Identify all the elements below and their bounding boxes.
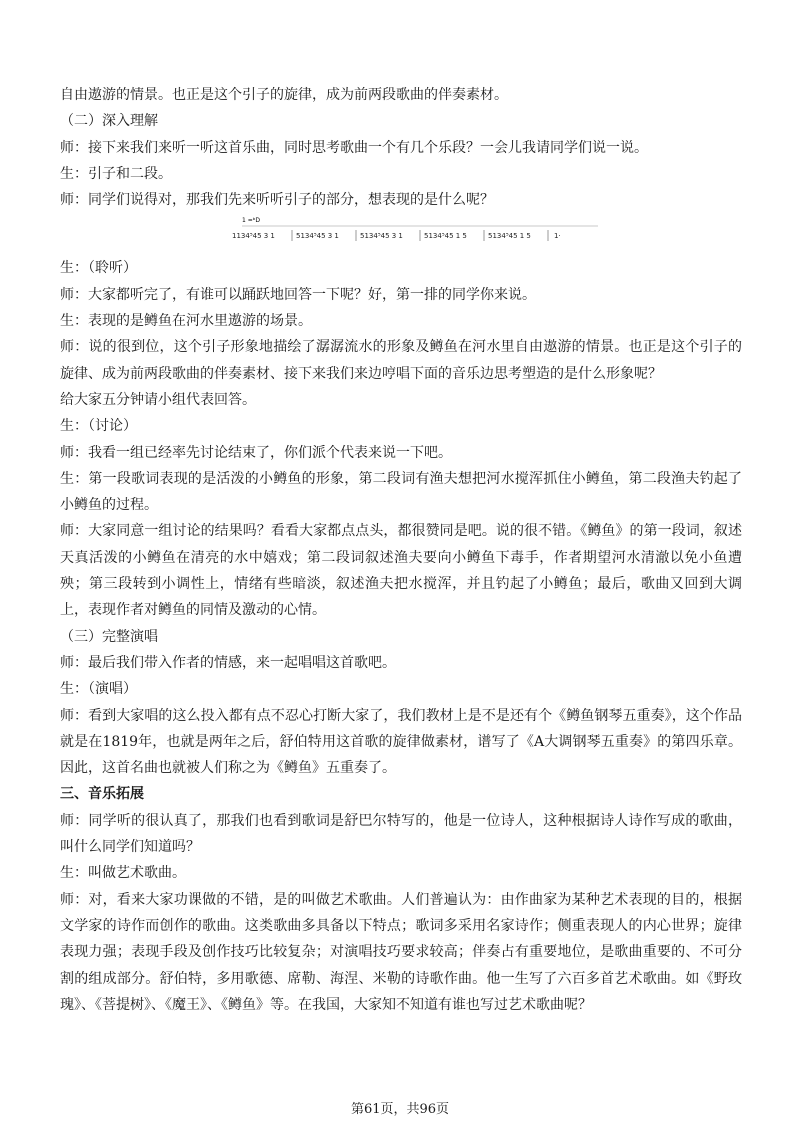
paragraph: 生：（聆听）	[60, 260, 137, 277]
score-measure: 5134⁵45 1 5	[488, 232, 531, 241]
music-score	[60, 213, 742, 255]
score-key: 1 =ᵇD	[242, 217, 260, 225]
score-measure: 5134⁵45 3 1	[296, 232, 339, 241]
paragraph: 给大家五分钟请小组代表回答。	[60, 391, 256, 408]
score-measure: 5134⁵45 3 1	[360, 232, 403, 241]
subsection-heading: （二）深入理解	[60, 113, 158, 130]
paragraph: 师：最后我们带入作者的情感，来一起唱唱这首歌吧。	[60, 654, 396, 671]
paragraph: 师：看到大家唱的这么投入都有点不忍心打断大家了，我们教材上是不是还有个《鳟鱼钢琴五重奏》，这个作品就是在1819年，也就是两年之后，舒伯特用这首歌的旋律做素材，谱写了《A大调钢琴五重奏》的第四乐章。因此，这首名曲也就被人们称之为《鳟鱼》五重奏了。	[60, 707, 742, 777]
paragraph: 师：说的很到位，这个引子形象地描绘了潺潺流水的形象及鳟鱼在河水里自由遨游的情景。也正是这个引子的旋律、成为前两段歌曲的伴奏素材、接下来我们来边哼唱下面的音乐边思考塑造的是什么形象呢？	[60, 339, 742, 382]
paragraph: 师：大家都听完了，有谁可以踊跃地回答一下呢？好，第一排的同学你来说。	[60, 286, 536, 303]
score-measure: 1134⁵45 3 1	[232, 232, 275, 241]
paragraph: 师：大家同意一组讨论的结果吗？看看大家都点点头，都很赞同是吧。说的很不错。《鳟鱼》的第一段词，叙述天真活泼的小鳟鱼在清亮的水中嬉戏；第二段词叙述渔夫要向小鳟鱼下毒手，作者期望河水清澈以免小鱼遭殃；第三段转到小调性上，情绪有些暗淡，叙述渔夫把水搅浑，并且钓起了小鳟鱼；最后，歌曲又回到大调上，表现作者对鳟鱼的同情及激动的心情。	[60, 523, 742, 619]
paragraph: 师：接下来我们来听一听这首乐曲，同时思考歌曲一个有几个乐段？一会儿我请同学们说一说。	[60, 139, 648, 156]
score-measure: 5134⁵45 1 5	[424, 232, 467, 241]
paragraph: 生：叫做艺术歌曲。	[60, 865, 186, 882]
subsection-heading: （三）完整演唱	[60, 628, 158, 645]
paragraph: 生：引子和二段。	[60, 165, 172, 182]
paragraph: 自由遨游的情景。也正是这个引子的旋律，成为前两段歌曲的伴奏素材。	[60, 87, 508, 103]
paragraph: 师：同学们说得对，那我们先来听听引子的部分，想表现的是什么呢？	[60, 192, 494, 209]
page-content	[60, 82, 742, 1018]
section-heading: 三、音乐拓展	[60, 786, 144, 803]
page-footer: 第61页，共96页	[350, 1102, 450, 1117]
paragraph: 生：表现的是鳟鱼在河水里遨游的场景。	[60, 313, 312, 330]
paragraph: 师：对，看来大家功课做的不错，是的叫做艺术歌曲。人们普遍认为：由作曲家为某种艺术表现的目的，根据文学家的诗作而创作的歌曲。这类歌曲多具备以下特点；歌词多采用名家诗作；侧重表现人的内心世界；旋律表现力强；表现手段及创作技巧比较复杂；对演唱技巧要求较高；伴奏占有重要地位，是歌曲重要的、不可分割的组成部分。舒伯特，多用歌德、席勒、海涅、米勒的诗歌作曲。他一生写了六百多首艺术歌曲。如《野玫瑰》、《菩提树》、《魔王》、《鳟鱼》等。在我国，大家知不知道有谁也写过艺术歌曲呢？	[60, 891, 742, 1013]
paragraph: 生：（演唱）	[60, 681, 137, 698]
paragraph: 生：第一段歌词表现的是活泼的小鳟鱼的形象，第二段词有渔夫想把河水搅浑抓住小鳟鱼，第二段渔夫钓起了小鳟鱼的过程。	[60, 470, 742, 514]
paragraph: 生：（讨论）	[60, 418, 137, 435]
score-measure: 1·	[554, 232, 561, 241]
paragraph: 师：同学听的很认真了，那我们也看到歌词是舒巴尔特写的，他是一位诗人，这种根据诗人诗作写成的歌曲，叫什么同学们知道吗？	[60, 812, 742, 856]
paragraph: 师：我看一组已经率先讨论结束了，你们派个代表来说一下吧。	[60, 444, 452, 461]
notation-svg	[228, 213, 608, 255]
